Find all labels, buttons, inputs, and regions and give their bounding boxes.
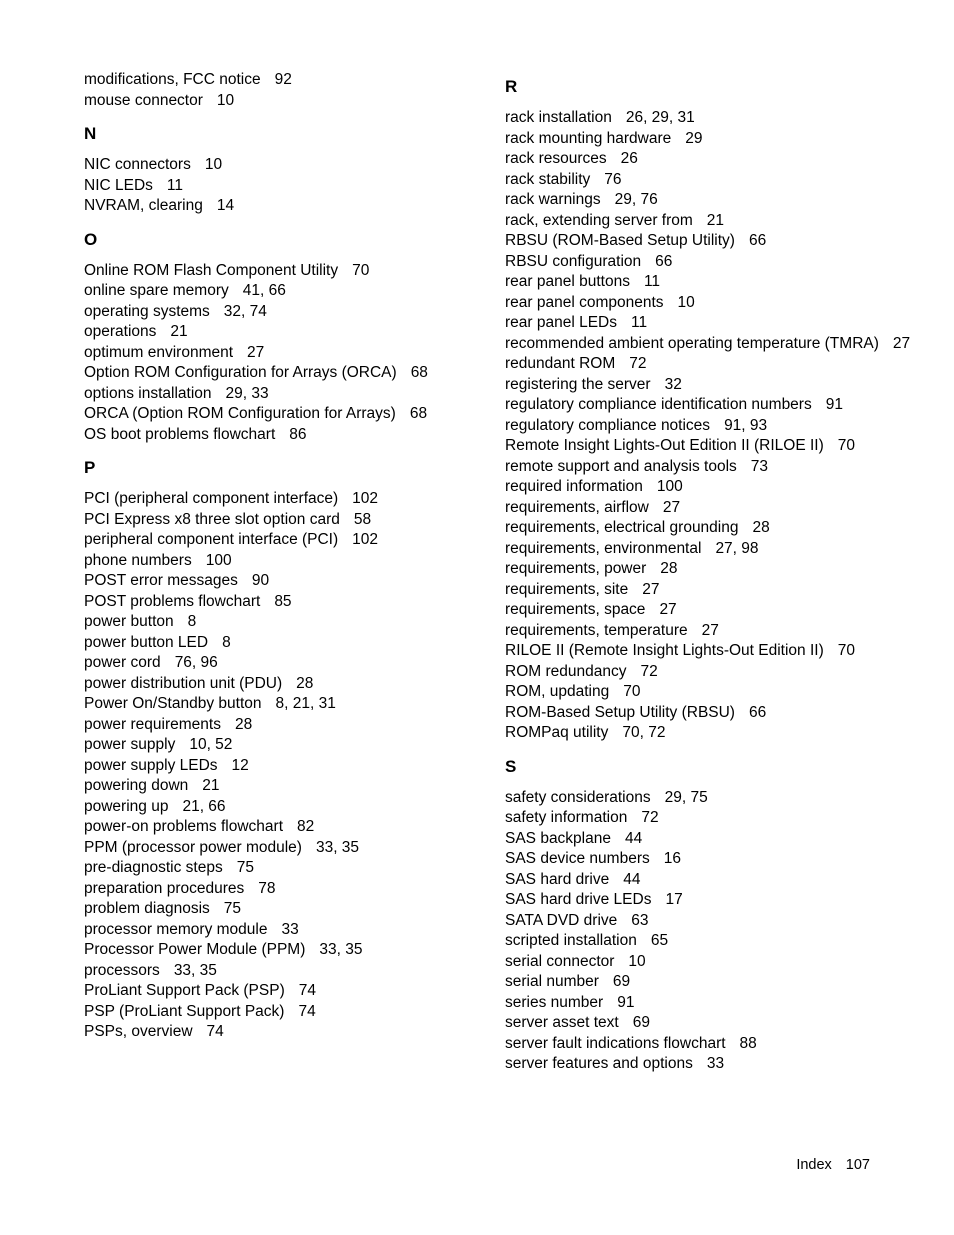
index-entry — [505, 972, 925, 993]
index-pages: 29, 75 — [664, 788, 708, 806]
index-entry — [84, 384, 484, 405]
index-term: required information — [505, 478, 643, 495]
index-entry — [505, 272, 925, 293]
index-term: power supply LEDs — [84, 756, 218, 774]
index-term: rack, extending server from — [505, 211, 693, 229]
index-term: power requirements — [84, 715, 221, 733]
index-entry — [84, 425, 484, 446]
index-term: PSP (ProLiant Support Pack) — [84, 1002, 285, 1020]
index-pages: 28 — [296, 674, 314, 692]
index-pages: 74 — [298, 982, 316, 999]
index-entry — [505, 375, 925, 396]
index-pages: 70 — [837, 437, 855, 454]
index-pages: 17 — [665, 891, 683, 908]
index-entry — [84, 653, 484, 674]
index-entry — [505, 518, 925, 539]
index-term: PCI (peripheral component interface) — [84, 490, 339, 507]
index-term: redundant ROM — [505, 355, 616, 372]
index-entry — [505, 723, 925, 744]
index-entry — [505, 580, 925, 601]
index-term: requirements, airflow — [505, 498, 649, 516]
index-term: NVRAM, clearing — [84, 197, 203, 214]
index-term: serial number — [505, 973, 599, 990]
index-term: server fault indications flowchart — [505, 1034, 726, 1052]
index-pages: 10 — [628, 952, 646, 970]
index-entry — [505, 703, 925, 724]
index-entry — [84, 196, 484, 217]
index-term: server features and options — [505, 1055, 693, 1072]
index-pages: 68 — [410, 364, 428, 381]
index-term: serial connector — [505, 952, 615, 970]
index-term: registering the server — [505, 375, 651, 393]
index-term: modifications, FCC notice — [84, 71, 261, 88]
index-term: POST problems flowchart — [84, 592, 261, 610]
section-letter: S — [505, 756, 517, 776]
index-pages: 73 — [750, 457, 769, 475]
index-term: SATA DVD drive — [505, 911, 618, 929]
index-entry — [84, 510, 484, 531]
index-term: rack resources — [505, 150, 607, 167]
index-term: requirements, power — [505, 560, 647, 577]
index-entry — [84, 302, 484, 323]
index-entry — [505, 334, 925, 355]
index-entry — [84, 530, 484, 551]
index-pages: 21 — [202, 777, 220, 794]
index-pages: 91, 93 — [724, 416, 768, 434]
index-pages: 63 — [631, 911, 649, 929]
index-term: ROM redundancy — [505, 662, 627, 680]
index-entry — [84, 633, 484, 654]
index-entry — [84, 735, 484, 756]
index-entry — [505, 1013, 925, 1034]
index-pages: 29 — [685, 129, 703, 147]
footer-label: Index — [796, 1157, 832, 1173]
index-term: mouse connector — [84, 91, 203, 109]
index-pages: 85 — [274, 592, 292, 610]
index-pages: 76 — [604, 170, 622, 188]
index-term: rack stability — [505, 170, 591, 188]
index-term: regulatory compliance identification numbers — [505, 396, 812, 413]
index-pages: 66 — [655, 252, 673, 270]
index-pages: 10 — [216, 91, 235, 109]
index-term: power button — [84, 613, 174, 630]
index-pages: 10 — [677, 293, 695, 311]
index-entry — [84, 961, 484, 982]
index-entry — [505, 231, 925, 252]
index-term: server asset text — [505, 1014, 619, 1031]
index-entry — [84, 261, 484, 282]
index-pages: 33 — [281, 920, 299, 938]
index-term: remote support and analysis tools — [505, 457, 737, 475]
index-term: operating systems — [84, 302, 210, 320]
index-term: SAS device numbers — [505, 850, 650, 867]
index-term: processors — [84, 961, 160, 979]
index-entry — [505, 931, 925, 952]
index-term: preparation procedures — [84, 879, 245, 897]
index-pages: 76, 96 — [174, 654, 218, 671]
index-entry — [84, 1022, 484, 1043]
index-term: rack mounting hardware — [505, 129, 672, 147]
index-pages: 100 — [656, 478, 683, 495]
index-entry — [84, 858, 484, 879]
index-pages: 102 — [352, 531, 379, 548]
index-pages: 33, 35 — [319, 941, 363, 958]
index-term: ProLiant Support Pack (PSP) — [84, 982, 285, 999]
index-term: Option ROM Configuration for Arrays (ORCA) — [84, 364, 397, 381]
index-entry — [505, 808, 925, 829]
index-term: POST error messages — [84, 572, 238, 589]
index-pages: 8 — [187, 613, 197, 630]
index-term: recommended ambient operating temperature (TMRA) — [505, 334, 879, 352]
section-letter: O — [84, 229, 98, 249]
index-pages: 16 — [663, 850, 681, 867]
index-term: NIC connectors — [84, 156, 191, 173]
index-entry — [84, 756, 484, 777]
index-pages: 68 — [409, 405, 428, 422]
index-pages: 74 — [206, 1023, 224, 1040]
index-entry — [84, 879, 484, 900]
index-term: requirements, temperature — [505, 621, 688, 639]
index-pages: 82 — [297, 818, 315, 835]
index-term: power button LED — [84, 633, 209, 651]
index-pages: 27 — [642, 580, 660, 598]
index-pages: 88 — [739, 1034, 757, 1052]
index-pages: 90 — [251, 572, 270, 589]
index-term: online spare memory — [84, 282, 229, 299]
index-entry — [84, 70, 484, 91]
index-entry — [84, 592, 484, 613]
index-entry — [84, 281, 484, 302]
index-pages: 28 — [660, 560, 678, 577]
index-entry — [505, 498, 925, 519]
index-entry — [505, 870, 925, 891]
index-entry — [505, 1054, 925, 1075]
index-term: pre-diagnostic steps — [84, 859, 223, 876]
index-entry — [84, 404, 484, 425]
index-entry — [505, 911, 925, 932]
index-entry — [505, 621, 925, 642]
index-entry — [505, 252, 925, 273]
index-term: rear panel LEDs — [505, 314, 618, 331]
index-term: power distribution unit (PDU) — [84, 674, 283, 692]
index-pages: 8, 21, 31 — [275, 695, 336, 712]
index-term: requirements, site — [505, 580, 629, 598]
index-term: ROM, updating — [505, 683, 610, 700]
index-pages: 70, 72 — [622, 724, 666, 741]
index-pages: 21, 66 — [182, 797, 226, 815]
index-term: SAS hard drive — [505, 870, 610, 888]
index-term: regulatory compliance notices — [505, 416, 711, 434]
index-entry — [505, 849, 925, 870]
index-term: powering down — [84, 777, 189, 794]
index-pages: 75 — [223, 900, 242, 917]
index-entry — [84, 551, 484, 572]
index-pages: 27, 98 — [715, 539, 759, 557]
index-entry — [505, 662, 925, 683]
index-term: Power On/Standby button — [84, 695, 262, 712]
index-pages: 11 — [631, 314, 648, 331]
index-entry — [84, 715, 484, 736]
index-term: SAS hard drive LEDs — [505, 891, 652, 908]
index-term: SAS backplane — [505, 829, 611, 847]
index-pages: 92 — [274, 71, 292, 88]
index-entry — [84, 489, 484, 510]
index-pages: 78 — [258, 879, 276, 897]
index-term: ROM-Based Setup Utility (RBSU) — [505, 703, 735, 721]
index-pages: 29, 76 — [614, 191, 658, 208]
index-entry — [84, 343, 484, 364]
index-entry — [505, 829, 925, 850]
index-pages: 33, 35 — [173, 961, 217, 979]
index-term: rack warnings — [505, 191, 601, 208]
index-pages: 26, 29, 31 — [625, 109, 695, 126]
index-pages: 14 — [216, 197, 235, 214]
index-term: series number — [505, 993, 604, 1011]
index-entry — [505, 190, 925, 211]
index-term: options installation — [84, 384, 212, 402]
index-pages: 91 — [825, 396, 843, 413]
index-pages: 66 — [748, 232, 767, 249]
index-column-right — [505, 70, 925, 1075]
index-pages: 28 — [234, 715, 253, 733]
index-entry — [505, 170, 925, 191]
index-term: power cord — [84, 654, 161, 671]
index-pages: 91 — [617, 993, 635, 1011]
index-entry — [84, 920, 484, 941]
index-term: RBSU (ROM-Based Setup Utility) — [505, 232, 735, 249]
index-pages: 66 — [748, 703, 767, 721]
index-term: peripheral component interface (PCI) — [84, 531, 339, 548]
index-entry — [505, 108, 925, 129]
index-term: operations — [84, 323, 157, 340]
index-pages: 41, 66 — [242, 282, 286, 299]
index-pages: 21 — [706, 211, 725, 229]
index-entry — [84, 363, 484, 384]
index-pages: 33 — [706, 1055, 725, 1072]
index-pages: 10, 52 — [189, 736, 233, 753]
footer-page-number: 107 — [845, 1157, 870, 1173]
index-entry — [505, 293, 925, 314]
index-pages: 72 — [640, 662, 658, 680]
index-pages: 69 — [632, 1014, 650, 1031]
index-entry — [505, 477, 925, 498]
index-pages: 58 — [353, 510, 372, 528]
index-entry — [505, 149, 925, 170]
index-pages: 72 — [629, 355, 647, 372]
index-pages: 28 — [752, 519, 770, 536]
index-entry — [84, 571, 484, 592]
index-entry — [84, 899, 484, 920]
index-pages: 27 — [701, 621, 719, 639]
index-term: safety information — [505, 809, 628, 826]
index-entry — [505, 600, 925, 621]
index-term: rear panel buttons — [505, 273, 630, 290]
index-pages: 74 — [298, 1002, 316, 1020]
index-pages: 27 — [659, 601, 677, 618]
index-pages: 29, 33 — [225, 384, 269, 402]
page-footer — [796, 1157, 870, 1173]
index-entry — [505, 313, 925, 334]
index-entry — [505, 436, 925, 457]
index-term: RILOE II (Remote Insight Lights-Out Edition II) — [505, 642, 824, 659]
index-term: scripted installation — [505, 932, 637, 949]
index-term: PSPs, overview — [84, 1023, 193, 1040]
index-term: rear panel components — [505, 293, 664, 311]
index-entry — [505, 354, 925, 375]
index-entry — [84, 940, 484, 961]
index-entry — [505, 457, 925, 478]
index-pages: 70 — [623, 683, 641, 700]
index-pages: 44 — [623, 870, 641, 888]
index-pages: 75 — [236, 859, 254, 876]
index-entry — [505, 682, 925, 703]
index-entry — [505, 416, 925, 437]
index-pages: 11 — [166, 176, 183, 194]
index-term: Remote Insight Lights-Out Edition II (RILOE II) — [505, 437, 824, 454]
index-pages: 100 — [205, 551, 232, 569]
index-term: processor memory module — [84, 920, 268, 938]
index-entry — [84, 776, 484, 797]
index-term: PPM (processor power module) — [84, 838, 302, 856]
index-term: Processor Power Module (PPM) — [84, 941, 306, 958]
index-pages: 86 — [289, 425, 307, 443]
index-entry — [505, 559, 925, 580]
index-pages: 21 — [170, 323, 188, 340]
index-entry — [84, 322, 484, 343]
index-entry — [84, 838, 484, 859]
index-term: NIC LEDs — [84, 176, 153, 194]
section-letter: N — [84, 124, 97, 143]
index-entry — [505, 952, 925, 973]
index-term: ROMPaq utility — [505, 724, 609, 741]
index-entry — [84, 155, 484, 176]
index-term: PCI Express x8 three slot option card — [84, 510, 340, 528]
index-entry — [505, 211, 925, 232]
index-entry — [84, 797, 484, 818]
index-entry — [84, 817, 484, 838]
index-term: rack installation — [505, 109, 612, 126]
index-entry — [505, 993, 925, 1014]
index-entry — [505, 395, 925, 416]
index-entry — [84, 1002, 484, 1023]
index-term: phone numbers — [84, 551, 192, 569]
index-entry — [505, 788, 925, 809]
index-term: optimum environment — [84, 343, 234, 361]
index-pages: 27 — [662, 498, 681, 516]
section-letter: P — [84, 458, 96, 477]
index-pages: 69 — [612, 973, 631, 990]
index-pages: 26 — [620, 150, 638, 167]
index-column-left — [84, 70, 484, 1043]
index-pages: 10 — [204, 156, 223, 173]
index-entry — [84, 91, 484, 112]
index-entry — [505, 1034, 925, 1055]
index-entry — [84, 176, 484, 197]
index-pages: 27 — [247, 343, 265, 361]
index-entry — [505, 129, 925, 150]
index-pages: 12 — [231, 756, 249, 774]
index-pages: 70 — [352, 261, 370, 279]
index-entry — [84, 981, 484, 1002]
index-pages: 27 — [892, 334, 911, 352]
index-term: Online ROM Flash Component Utility — [84, 261, 339, 279]
index-term: RBSU configuration — [505, 252, 642, 270]
index-term: problem diagnosis — [84, 900, 210, 917]
index-pages: 32 — [664, 375, 682, 393]
index-pages: 33, 35 — [315, 838, 360, 856]
index-term: safety considerations — [505, 788, 651, 806]
index-pages: 8 — [222, 633, 231, 651]
index-pages: 70 — [837, 642, 855, 659]
index-term: OS boot problems flowchart — [84, 425, 276, 443]
index-entry — [505, 890, 925, 911]
index-entry — [505, 539, 925, 560]
section-letter: R — [505, 77, 518, 96]
index-pages: 44 — [625, 829, 643, 847]
index-pages: 65 — [650, 932, 669, 949]
index-term: power supply — [84, 736, 176, 753]
index-pages: 11 — [643, 273, 661, 290]
index-term: power-on problems flowchart — [84, 818, 284, 835]
index-term: ORCA (Option ROM Configuration for Arrays) — [84, 405, 396, 422]
index-term: powering up — [84, 797, 169, 815]
index-entry — [84, 612, 484, 633]
index-entry — [84, 694, 484, 715]
index-pages: 102 — [352, 490, 379, 507]
index-entry — [84, 674, 484, 695]
index-term: requirements, environmental — [505, 539, 702, 557]
index-term: requirements, space — [505, 601, 646, 618]
index-entry — [505, 641, 925, 662]
index-pages: 72 — [641, 809, 659, 826]
index-term: requirements, electrical grounding — [505, 519, 739, 536]
index-pages: 32, 74 — [223, 302, 267, 320]
